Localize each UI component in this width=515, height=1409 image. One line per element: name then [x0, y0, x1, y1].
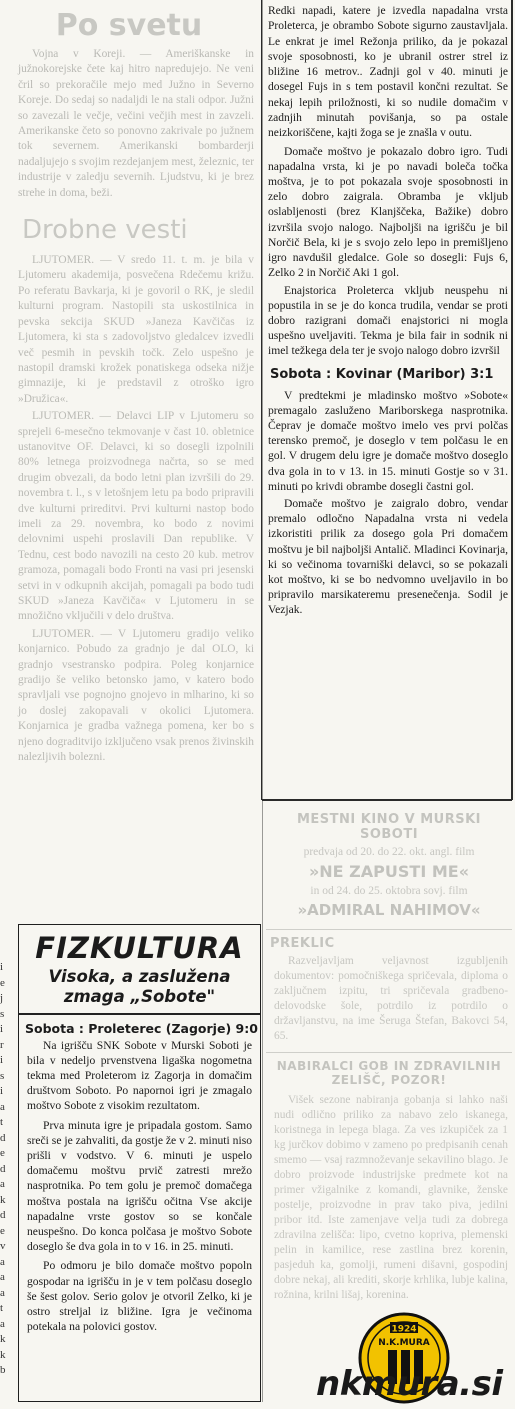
- faded-paragraph: LJUTOMER. — Delavci LIP v Ljutomeru so sprejeli 6-mesečno tekmovanje v čast 10. obletnice ustanovitve OF. Delavci, ki so dosegli izpolnili 80% letnega proizvodnega načrta, so se med drugim obvezali, da bodo letni plan izvršili do 29. novembra t. l., s v letošnjem letu pa bodo pripravili dve kulturni prireditvi. Prvi kulturni nastop bodo imeli za 29. novembra, ko bodo z novimi delovnimi uspehi proslavili Dan republike. V Tednu, cest bodo navozili na cesto 20 kub. metrov gramoza, pomagali bodo Fronti na vasi pri jesenski setvi in v odkupnih akcijah, pomagali pa bodo tudi SKUD »Janeza Kavčiča« v Ljutomeru in se množično vključili v delo društva.: [18, 410, 254, 623]
- column-divider-right: [262, 0, 263, 1402]
- article-paragraph: Redki napadi, katere je izvedla napadalna vrsta Proleterca, je obrambo Sobote sigurno zaustavljala. Le enkrat je imel Režonja priliko, da je pokazal svoje sposobnosti, ko je ubranil ostrer strel iz bližine 16 metrov.. Zadnji gol v 40. minuti je dosegel Fujs in s tem postavil končni rezultat. Se nekaj lepih priložnosti, ki so nudile domačim v zadnjih minutah povišanja, so pa ostale neizkoriščene, kajti žoga se je znašla v outu.: [268, 5, 508, 140]
- article-paragraph: Enajstorica Proleterca vkljub neuspehu ni popustila in se je do konca trudila, vendar se proti dobro razigrani domači enajstorici ni mogla uspešno uveljaviti. Tekma je bila fair in sodnik ni imel težkega dela ter je svojo nalogo dobro izvršil: [268, 283, 508, 358]
- faded-heading-drobne-vesti: Drobne vesti: [22, 215, 188, 246]
- preklic-text: Razveljavljam veljavnost izgubljenih dokumentov: pomočniškega spričevala, diploma o zaključnem izpitu, tri spričevala gradbeno-delovodske šole, potrdilo iz potrdilo o državljanstvu, na ime Šeruga Štefan, Bakovci 54, 65.: [274, 955, 508, 1042]
- article-bottom-rule: [262, 799, 512, 801]
- article-paragraph: Domače moštvo je zaigralo dobro, vendar premalo odločno Napadalna vrsta ni vedela izkoristiti prilik za dosego gola Pri domačem moštvu je bil najboljši Antalič. Mladinci Kovinarja, ki so večinoma tovarniški delavci, so se pokazali kot moštvo, ki se bo nedvomno uveljavilo in bo pripravilo marsikateremu presenečenja. Sodil je Vezjak.: [268, 496, 508, 617]
- article-paragraph: Prva minuta igre je pripadala gostom. Samo sreči se je zahvaliti, da gostje že v 2. minuti niso prišli v vodstvo. V 6. minuti je uspelo domačemu moštvu prvič zatresti mrežo nasprotnika. Po tem golu je premoč domačega moštva postala na igrišču očitna Vse akcije napadalne vrste gostov so se končale neuspešno. Do konca polčasa je moštvo Sobote doseglo še dva gola in to v 16. in 25. minuti.: [27, 1118, 252, 1254]
- faded-divider: [266, 1052, 512, 1053]
- nabiralci-text: Višek sezone nabiranja gobanja si lahko naši nudi odlično priliko za nabavo zelo iskanega, koristnega in lepega blaga. Za ves izkupiček za 1 kg jurčkov dobimo v zameno po predpisanih cenah smemo — vsaj razmnoževanje sekavilino blago. Je dobro proizvode industrijske predmete kot na primer vžigalnike z komandi, glavnike, ženske postelje, proizvodne in prav tako piva, jedilni pribor itd. Iste zamenjave velja tudi za dobrega zdravilna zelišča: lipo, cvetno kopriva, plemenski pelin in kamilice, rese zastlina brez korenin, pasjeduh ka, gomolji, rumeni dišavni, gospodinj dobre nekaj, ali krediti, skorje krhlika, lubje kalina, rožnina, krilni lišaj, korenina.: [274, 1094, 508, 1301]
- cinema-heading: MESTNI KINO V MURSKI SOBOTI: [296, 812, 482, 842]
- article-paragraph: Na igrišču SNK Sobote v Murski Soboti je bila v nedeljo prvenstvena ligaška nogometna tekma med Proleterom iz Zagorja in domačim društvom Soboto. Po napornoi igri je zmagalo moštvo Sobote z visokim rezultatom.: [27, 1038, 252, 1113]
- article-paragraph: V predtekmi je mladinsko moštvo »Sobote« premagalo zasluženo Mariborskega nasprotnika. Čeprav je domače moštvo imelo ves prvi polčas terensko premoč, je doseglo v tem polčasu le en gol. V drugem delu igre je domače moštvo doseglo dva gola in to v 13. in 15. minuti Gostje so v 31. minuti po krivdi obrambe dosegli častni gol.: [268, 388, 508, 493]
- match-heading-kovinar: Sobota : Kovinar (Maribor) 3:1: [270, 366, 494, 382]
- headline-rule: [19, 1013, 260, 1015]
- article-paragraph: Domače moštvo je pokazalo dobro igro. Tudi napadalna vrsta, ki je po navadi boleča točka moštva, je to pot pokazala svoje sposobnosti in zelo dobro zaigrala. Obramba je vkljub oslabljenosti (brez Klanjščeka, Bažike) dobro izvršila svojo nalogo. Najboljši na igrišču je bil Norčič Bela, ki je s svojo zelo lepo in premišljeno igro navdušil gledalce. Gole so dosegli: Fujs 6, Zelko 2 in Norčič Aki 1 gol.: [268, 144, 508, 280]
- left-faded-column: [0, 0, 258, 920]
- right-article: [268, 4, 508, 798]
- faded-divider: [266, 929, 512, 930]
- fizkultura-headline: Visoka, a zaslužena zmaga „Sobote": [48, 967, 231, 1006]
- cinema-text: in od 24. do 25. oktobra sovj. film: [310, 885, 468, 897]
- nabiralci-heading: NABIRALCI GOB IN ZDRAVILNIH ZELIŠČ, POZOR!: [276, 1059, 502, 1087]
- article-paragraph: Po odmoru je bilo domače moštvo popoln gospodar na igrišču in je v tem polčasu doseglo še šest golov. Serio golov je otvoril Zelko, ki je ostro streljal iz bližine. Igra je večinoma potekala na polovici gostov.: [27, 1259, 252, 1334]
- preklic-heading: PREKLIC: [270, 936, 335, 951]
- faded-paragraph: LJUTOMER. — V Ljutomeru gradijo veliko konjarnico. Pobudo za gradnjo je dal OLO, ki gradnjo vsestransko podpira. Poleg konjarnice gradijo še veliko betonsko jamo, v katero bodo spravljali vse pognojno gnojevo in mlharino, ki so jo doslej zakopavali v okolici Ljutomera. Konjarnica je gradba važnega pomena, ker bo s njeno dograditvijo izključeno vsak prenos živinskih nalezljivih bolezni.: [18, 627, 254, 764]
- left-margin-fragments: i e j s i r i s i a t d e d a k d e v a a a t a k k b: [0, 961, 6, 1376]
- faded-paragraph: LJUTOMER. — V sredo 11. t. m. je bila v Ljutomeru akademija, posvečena Rdečemu križu. Po referatu Bavkarja, ki je govoril o RK, je sledil kulturni program. Nastopili sta uskostilnica in pevska sekcija SKUD »Janeza Kavčičas iz Ljutomera, ki sta s zadovoljstvo gledalcev izvedli več pesmih in pevskih točk. Zelo uspešno je nastopil dramski krožek ponatiskega odseka nižje gimnazije, ki je predstavil z otroško igro »Družica«.: [18, 254, 254, 405]
- article-right-rule: [511, 0, 513, 800]
- cinema-film-1: »NE ZAPUSTI ME«: [308, 862, 470, 881]
- match-heading-proleterec: Sobota : Proleterec (Zagorje) 9:0: [25, 1020, 258, 1036]
- faded-paragraph: Vojna v Koreji. — Ameriškanske in južnokorejske čete kaj hitro napredujejo. Ne veni čril so prekoračile mejo med Južno in Severno Koreje. Do sedaj so nadaljdi le na stali odpor. Južni so zavezali le večje, večini večjih mest in zavzeli. Amerikanske četo so ponovno zakrivale po južnem tok severnem. Amerikanski bombarderji nadaljujejo s svojim rezdejanjem mest, železnic, ter industrije v zaledju severnih. Ljudstvu, ki je brez strehe in doma, beži.: [18, 48, 254, 199]
- fizkultura-article: [18, 924, 261, 1402]
- fizkultura-title: FIZKULTURA: [35, 931, 244, 965]
- site-watermark[interactable]: nkmura.si: [316, 1364, 503, 1404]
- svg-text:1924: 1924: [391, 1324, 417, 1335]
- cinema-film-2: »ADMIRAL NAHIMOV«: [297, 901, 481, 919]
- faded-heading-po-svetu: Po svetu: [55, 8, 203, 43]
- cinema-text: predvaja od 20. do 22. okt. angl. film: [303, 846, 475, 858]
- svg-text:N.K.MURA: N.K.MURA: [378, 1338, 430, 1348]
